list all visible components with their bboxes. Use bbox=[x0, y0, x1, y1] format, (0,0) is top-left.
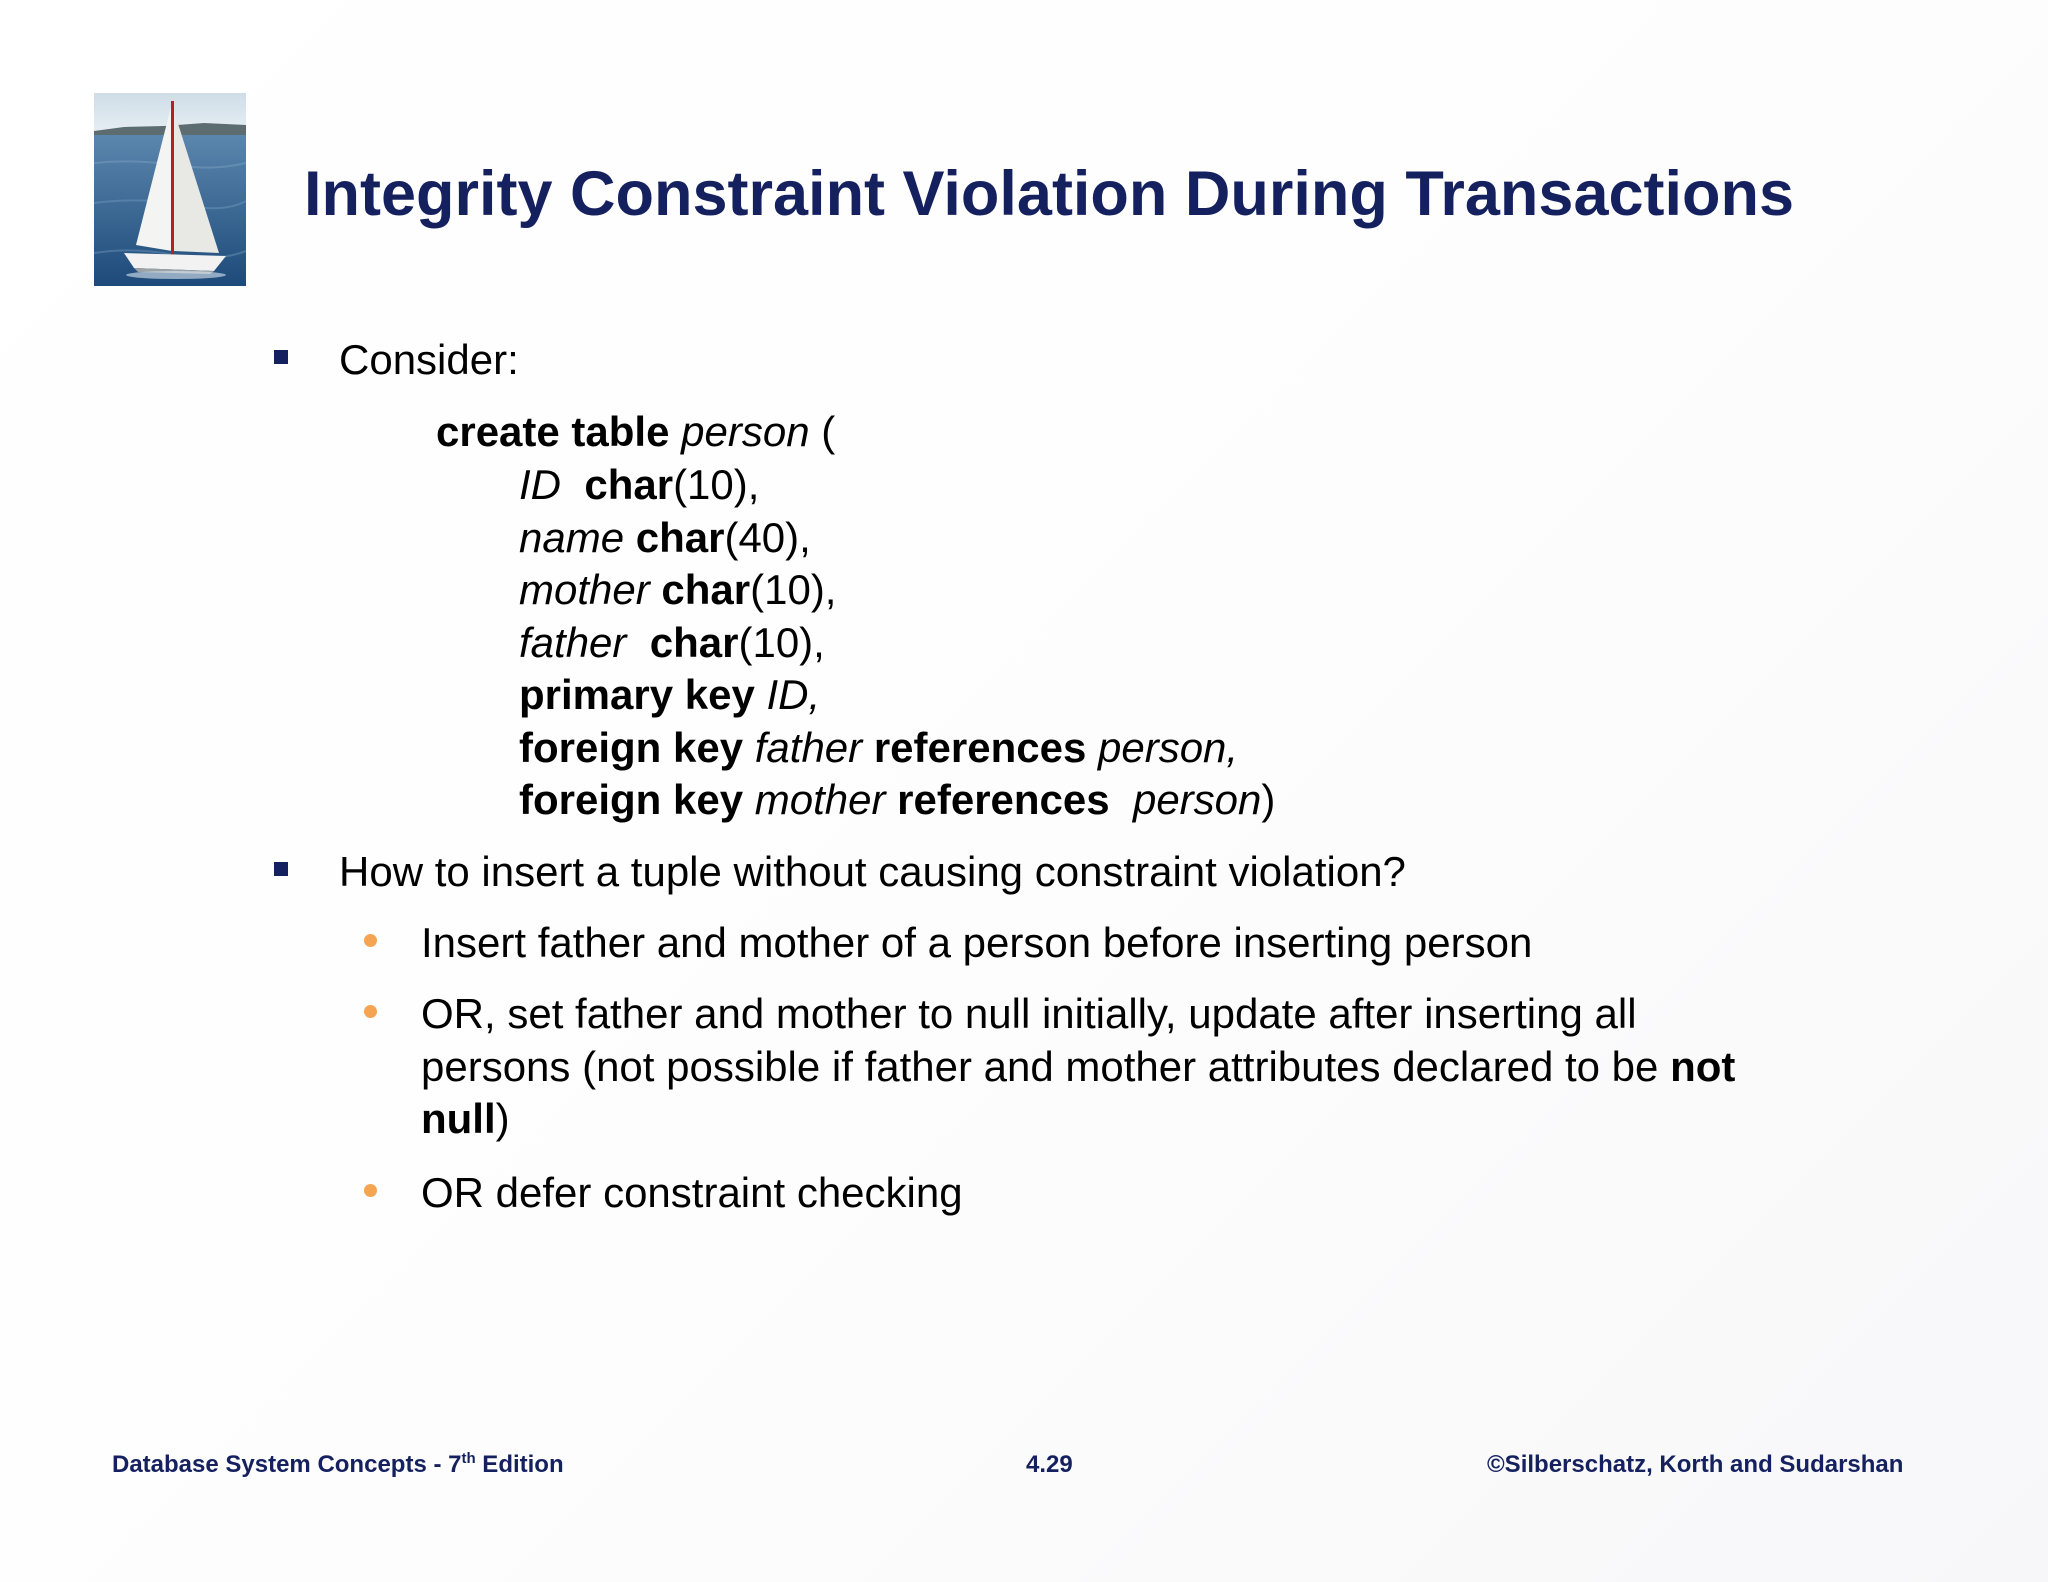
sub-bullet-bold-null: null bbox=[421, 1095, 496, 1142]
sql-line-create-table bbox=[436, 405, 835, 458]
sql-keyword: references bbox=[897, 776, 1110, 823]
footer-book-title-sup: th bbox=[461, 1450, 476, 1467]
sql-keyword: char bbox=[649, 619, 739, 666]
sql-punct: (10), bbox=[750, 566, 837, 613]
slide-title: Integrity Constraint Violation During Transactions bbox=[304, 159, 1795, 229]
round-bullet-icon bbox=[364, 934, 377, 947]
sql-identifier: ID, bbox=[766, 671, 821, 718]
sql-keyword: primary key bbox=[519, 671, 755, 718]
sql-keyword: foreign key bbox=[519, 776, 744, 823]
sql-identifier: person, bbox=[1097, 724, 1239, 771]
sub-bullet-set-null-line3 bbox=[421, 1092, 510, 1145]
sql-line-father bbox=[519, 616, 825, 669]
sql-keyword: char bbox=[584, 461, 674, 508]
sql-punct: ) bbox=[1261, 776, 1276, 823]
sql-line-mother bbox=[519, 563, 836, 616]
sql-line-primary-key bbox=[519, 668, 820, 721]
footer-page-number: 4.29 bbox=[1026, 1451, 1073, 1478]
sql-line-foreign-key-mother bbox=[519, 773, 1275, 826]
bullet-consider: Consider: bbox=[339, 336, 519, 383]
round-bullet-icon bbox=[364, 1005, 377, 1018]
sub-bullet-text: persons (not possible if father and mother attributes declared to be bbox=[421, 1043, 1671, 1090]
sql-keyword: create table bbox=[436, 408, 670, 455]
sql-punct: (10), bbox=[738, 619, 825, 666]
sql-identifier: father bbox=[519, 619, 627, 666]
sql-identifier: mother bbox=[519, 566, 650, 613]
sql-keyword: references bbox=[873, 724, 1087, 771]
sql-keyword: char bbox=[661, 566, 751, 613]
round-bullet-icon bbox=[364, 1184, 377, 1197]
sql-keyword: char bbox=[635, 514, 725, 561]
footer-copyright: ©Silberschatz, Korth and Sudarshan bbox=[1487, 1451, 1904, 1478]
footer-book-title bbox=[112, 1450, 564, 1480]
sql-identifier: person bbox=[681, 408, 810, 455]
sql-line-foreign-key-father bbox=[519, 721, 1238, 774]
sql-identifier: name bbox=[519, 514, 625, 561]
sub-bullet-set-null-line2 bbox=[421, 1040, 1735, 1093]
footer-book-title-suffix: Edition bbox=[475, 1451, 564, 1478]
sub-bullet-set-null-line1: OR, set father and mother to null initially, update after inserting all bbox=[421, 990, 1637, 1037]
sql-line-id bbox=[519, 458, 759, 511]
sql-keyword: foreign key bbox=[519, 724, 744, 771]
square-bullet-icon bbox=[274, 350, 288, 364]
square-bullet-icon bbox=[274, 862, 288, 876]
sql-line-name bbox=[519, 511, 811, 564]
sub-bullet-insert-parents: Insert father and mother of a person before inserting person bbox=[421, 919, 1533, 966]
sailboat-logo-icon bbox=[94, 93, 246, 286]
sql-identifier: mother bbox=[754, 776, 886, 823]
sub-bullet-defer: OR defer constraint checking bbox=[421, 1169, 963, 1216]
footer-book-title-prefix: Database System Concepts - 7 bbox=[112, 1451, 462, 1478]
sub-bullet-bold-not: not bbox=[1670, 1043, 1736, 1090]
sql-punct: (40), bbox=[724, 514, 811, 561]
sql-punct: ( bbox=[809, 408, 836, 455]
sql-identifier: person bbox=[1132, 776, 1262, 823]
sql-identifier: ID bbox=[519, 461, 561, 508]
sub-bullet-text: ) bbox=[495, 1095, 510, 1142]
sql-identifier: father bbox=[754, 724, 863, 771]
sql-punct: (10), bbox=[673, 461, 760, 508]
bullet-question: How to insert a tuple without causing constraint violation? bbox=[339, 848, 1406, 895]
